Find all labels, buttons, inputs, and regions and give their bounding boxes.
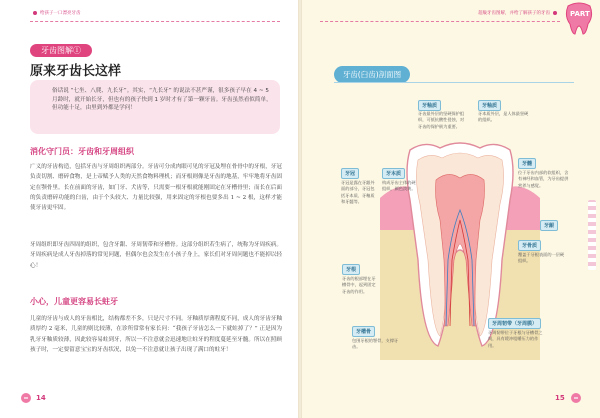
desc-pulp: 位于牙齿内部的软组织，含有神经和血管，为牙齿提供营养与感觉。 <box>518 170 569 188</box>
label-gum: 牙龈 <box>540 220 558 231</box>
label-dentin: 牙釉质 <box>478 100 501 111</box>
subheading-2: 小心，儿童更容易长蛀牙 <box>30 296 118 306</box>
label-enamel: 牙釉质 <box>418 100 441 111</box>
page-number-right: 15 <box>555 394 565 402</box>
section-badge: 牙齿图解① <box>30 44 92 57</box>
intro-text: 俗话说 “七坐、八爬、九长牙”。其实，“九长牙” 的说法不甚严谨，很多孩子早在 4 ~ 5 月龄时，就开始长牙，但也有的孩子快到 1 岁时才有了第一颗牙齿。牙齿虽然看似简单，但功能十足，由里到外都是学问！ <box>52 88 272 112</box>
paragraph-2: 牙周组织即牙齿四周的组织，包含牙龈、牙周韧带和牙槽骨。这部分组织若生病了，统称为牙周疾病。牙周疾病是成人牙齿掉落的常见问题，但偶尔也会发生在小孩子身上，家长们对牙周问题也不能掉以轻心！ <box>30 242 282 269</box>
page-corner-icon <box>20 392 32 404</box>
label-ligament: 牙周韧带（牙周膜） <box>488 318 541 329</box>
label-tooth-body: 牙本质 <box>382 168 405 179</box>
label-cementum: 牙骨质 <box>518 240 541 251</box>
desc-ligament: 牙周韧带位于牙根与牙槽骨之间，具有缓冲咀嚼压力的作用。 <box>488 330 543 348</box>
label-root: 牙根 <box>342 264 360 275</box>
bullet-icon <box>553 11 557 15</box>
page-fold <box>298 0 302 418</box>
desc-tooth-body: 构成牙齿主体的硬组织，颜色淡黄。 <box>382 180 416 192</box>
left-running-header <box>30 4 280 22</box>
part-label: PART <box>570 10 590 18</box>
label-pulp: 牙髓 <box>518 158 536 169</box>
page-title: 原来牙齿长这样 <box>30 64 122 79</box>
desc-enamel: 牙齿最外层的坚硬保护组织，可抵抗酸性侵蚀，对牙齿的保护极为重要。 <box>418 111 465 129</box>
right-running-header <box>320 4 560 22</box>
page-number-left: 14 <box>36 394 46 402</box>
desc-bone: 包围牙根的颚骨，支撑牙齿。 <box>352 338 399 350</box>
paragraph-1: 广义的牙齿构造，包括牙齿与牙周组织两部分。牙齿可分成肉眼可见的牙冠及埋在骨骨中的牙根，牙冠负责切割、磨碎食物，是上帝赋予人类的天然食物料理机；而牙根则像是牙齿的地基，牢牢地将牙齿固定在颚骨里。长在前面的牙齿，如门牙、犬齿等，只需要一根牙根就能刚固定在牙槽骨里；而长在后面的负责磨碎功能的臼齿，由于个头较大、力量比较强，用来固定的牙根也要多出 1 ~ 2 根，这样才能使牙齿更牢固。 <box>30 164 282 212</box>
right-header-text: 超級牙齿图解，并给了解孩子的牙齿 <box>478 10 550 16</box>
subheading-1: 消化守门员：牙齿和牙周组织 <box>30 146 134 156</box>
tooth-part-icon <box>564 2 594 36</box>
label-bone: 牙槽骨 <box>352 326 375 337</box>
left-header-text: 给孩子一口漂亮牙齿 <box>40 10 81 16</box>
desc-dentin: 牙本质外层，是人体最坚硬的组织。 <box>478 111 529 123</box>
paragraph-3: 儿童的牙齿与成人的牙齿相比，结构都差不多，只是尺寸不同。牙釉质厚薄程度不同，成人的牙齿牙釉质厚约 2 毫米，儿童的则比较薄，在诊所常常有家长问：“我孩子牙齿怎么一下就蛀掉了？” 正是因为乳牙牙釉质较薄，因此较容易蛀到牙，所以一不注意就会迅速地让蛀牙的程度蔓延至牙髓。所以在照顾孩子时，一定要留意宝宝的牙齿状况，以免一不注意就让孩子出现了满口的蛀牙！ <box>30 316 282 354</box>
page-corner-icon <box>570 392 582 404</box>
label-crown: 牙冠 <box>341 168 359 179</box>
diagram-title: 牙齿(臼齿)剖面图 <box>334 66 410 83</box>
desc-crown: 牙冠是露在牙龈外面的部分，牙冠包括牙本质、牙釉质和牙髓等。 <box>341 180 375 204</box>
decorative-stripe <box>588 200 596 270</box>
bullet-icon <box>33 11 37 15</box>
intro-box <box>30 80 280 134</box>
desc-root: 牙齿的根部埋在牙槽骨中，起到固定牙齿的作用。 <box>342 276 376 294</box>
diagram-divider <box>334 82 574 83</box>
desc-cementum: 覆盖于牙根表面的一层硬组织。 <box>518 252 565 264</box>
